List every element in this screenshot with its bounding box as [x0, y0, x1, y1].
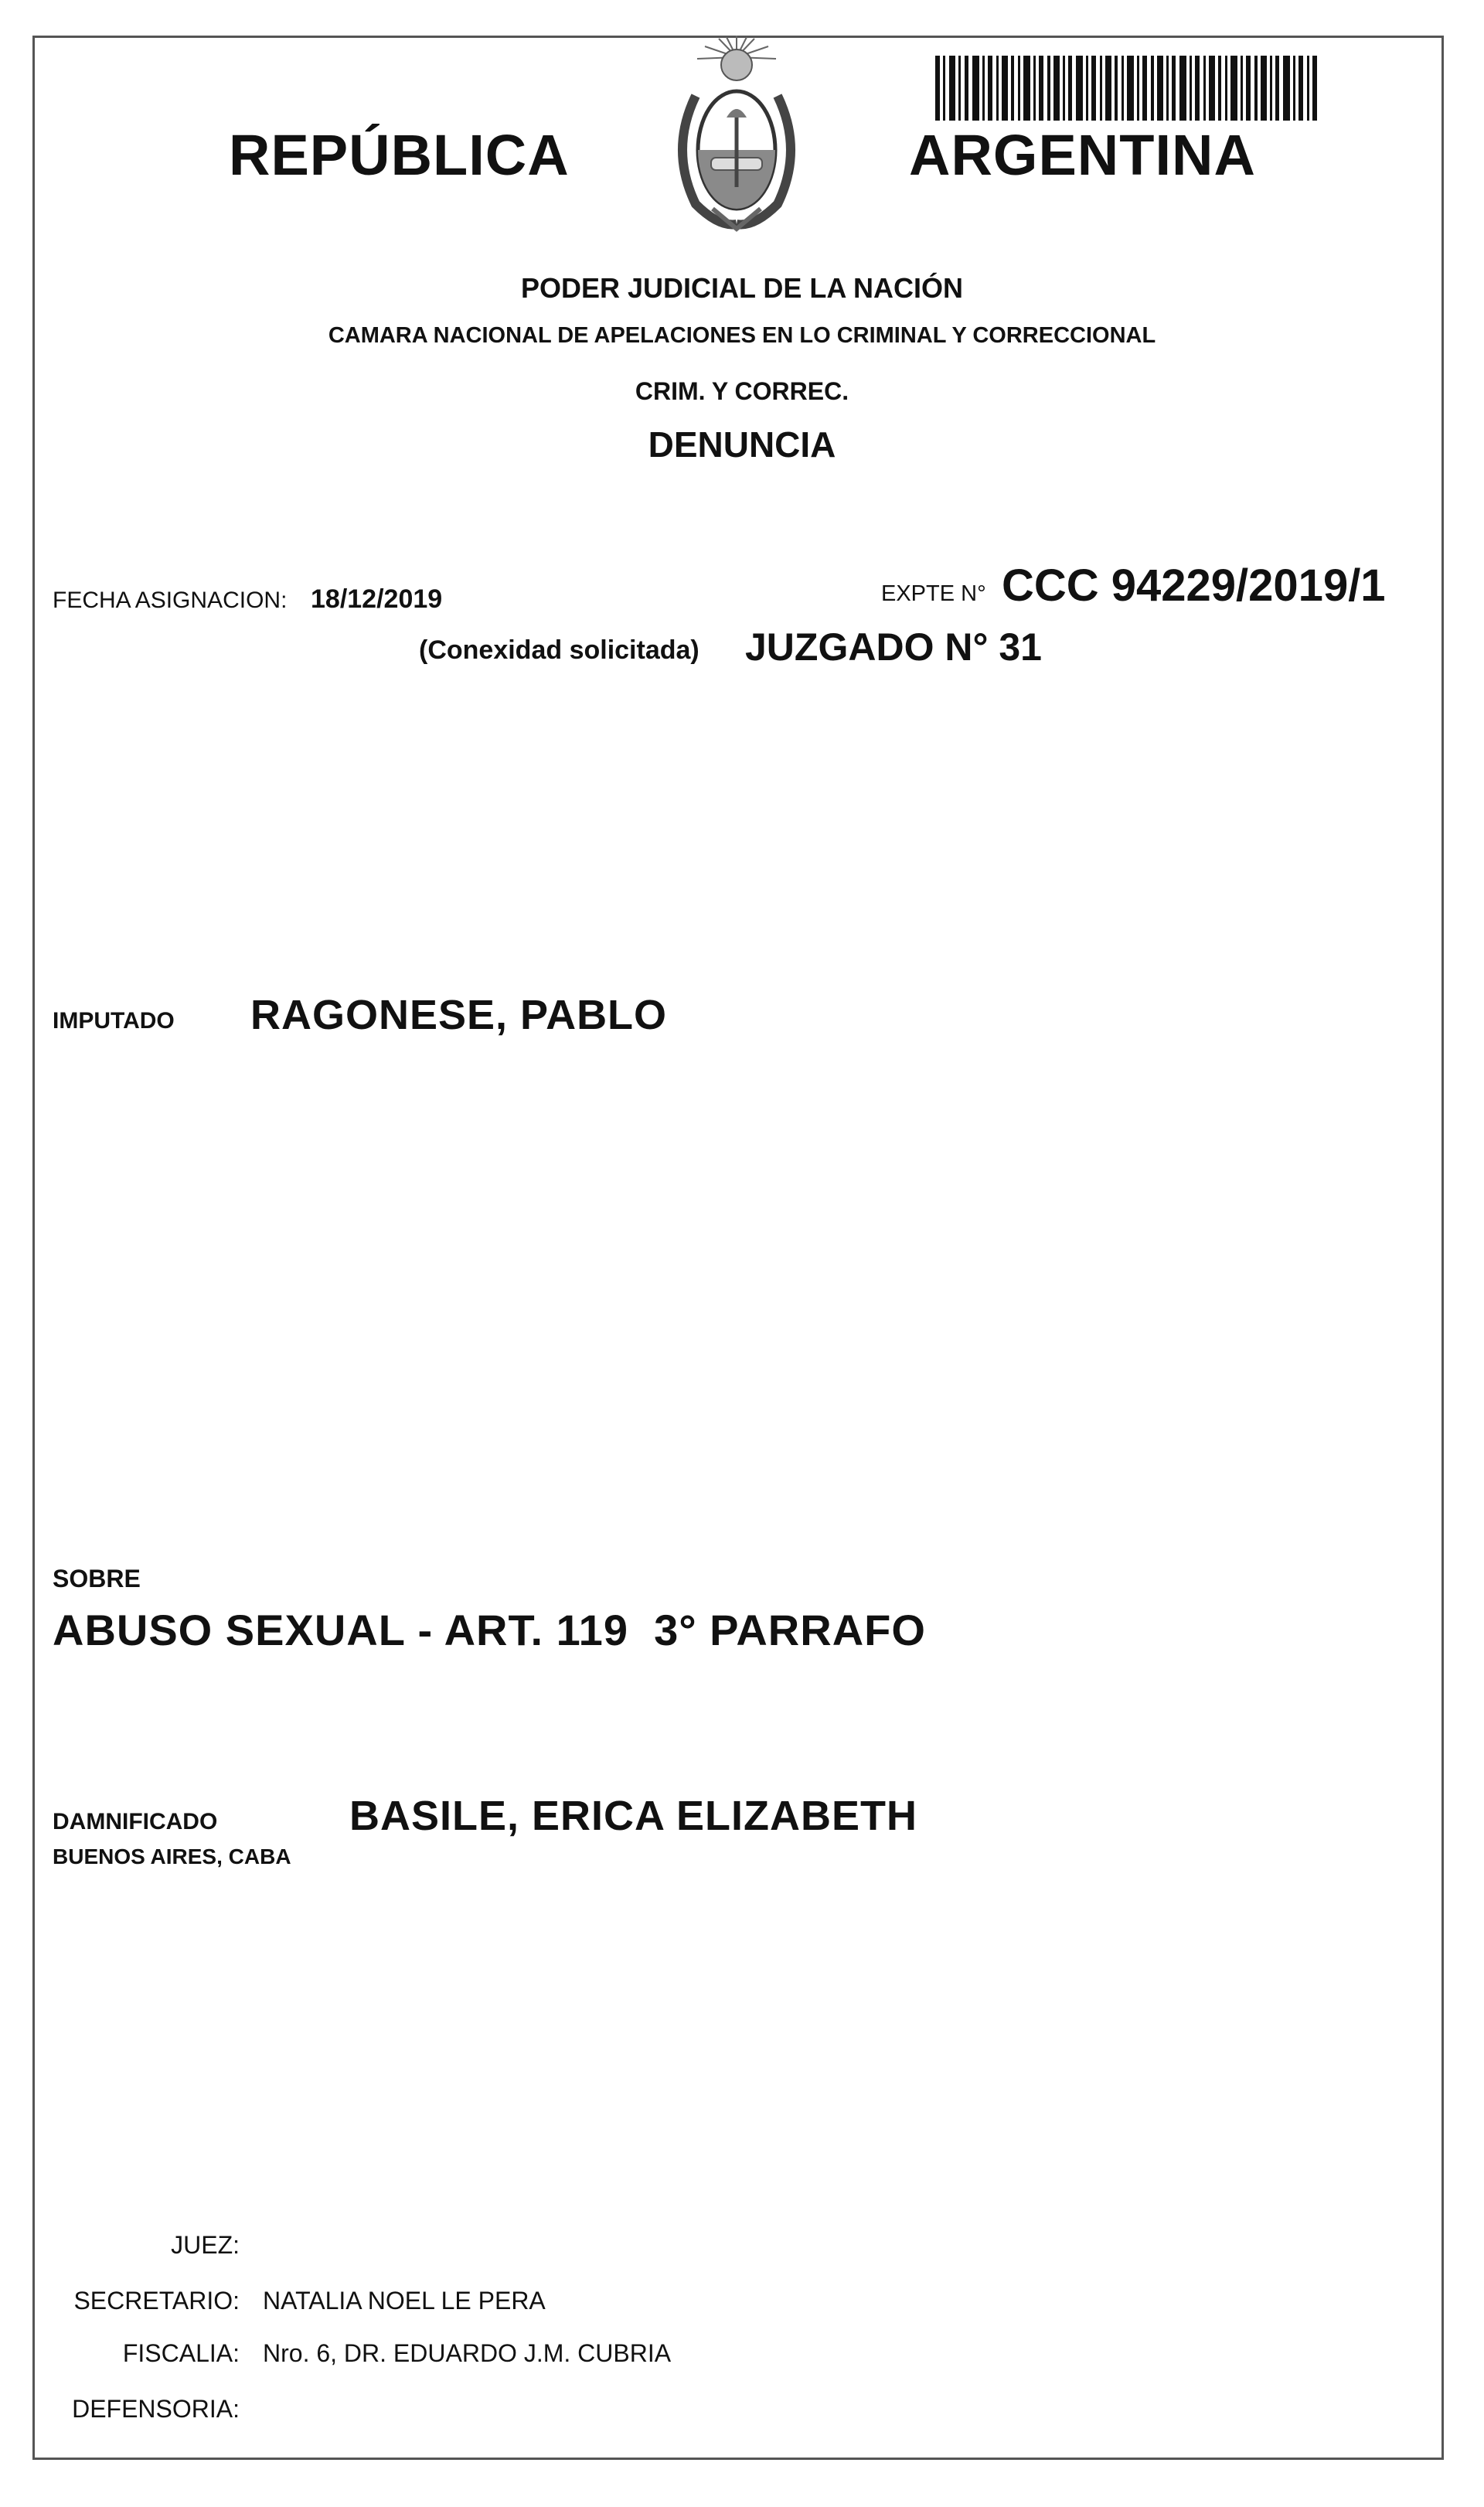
damnificado-label: DAMNIFICADO [53, 1809, 218, 1834]
fecha-asignacion-value: 18/12/2019 [311, 584, 443, 614]
defensoria-label: DEFENSORIA: [72, 2395, 240, 2423]
institution-line-1: PODER JUDICIAL DE LA NACIÓN [520, 272, 964, 304]
imputado-name: RAGONESE, PABLO [250, 992, 668, 1038]
expediente-number: CCC 94229/2019/1 [1002, 560, 1386, 611]
institution-line-2: CAMARA NACIONAL DE APELACIONES EN LO CRIMINAL Y CORRECCIONAL [328, 323, 1156, 348]
document-type: DENUNCIA [648, 424, 836, 465]
fiscalia-value: Nro. 6, DR. EDUARDO J.M. CUBRIA [263, 2339, 672, 2367]
expediente-label: EXPTE N° [881, 581, 986, 606]
coat-of-arms-icon [665, 34, 808, 238]
title-argentina: ARGENTINA [909, 123, 1256, 187]
juez-label: JUEZ: [171, 2231, 240, 2259]
imputado-label: IMPUTADO [53, 1008, 175, 1034]
charge-description: ABUSO SEXUAL - ART. 119 3° PARRAFO [53, 1606, 926, 1654]
juzgado-number: JUZGADO N° 31 [745, 625, 1042, 669]
fecha-asignacion-label: FECHA ASIGNACION: [53, 588, 288, 613]
damnificado-name: BASILE, ERICA ELIZABETH [349, 1793, 918, 1839]
damnificado-location: BUENOS AIRES, CABA [53, 1844, 291, 1868]
sobre-label: SOBRE [53, 1565, 141, 1592]
institution-line-3: CRIM. Y CORREC. [635, 377, 849, 405]
fiscalia-label: FISCALIA: [122, 2339, 240, 2367]
conexidad-note: (Conexidad solicitada) [419, 635, 699, 665]
secretario-label: SECRETARIO: [73, 2287, 240, 2315]
title-republica: REPÚBLICA [229, 123, 570, 187]
barcode-icon [935, 56, 1317, 121]
secretario-value: NATALIA NOEL LE PERA [263, 2287, 546, 2315]
